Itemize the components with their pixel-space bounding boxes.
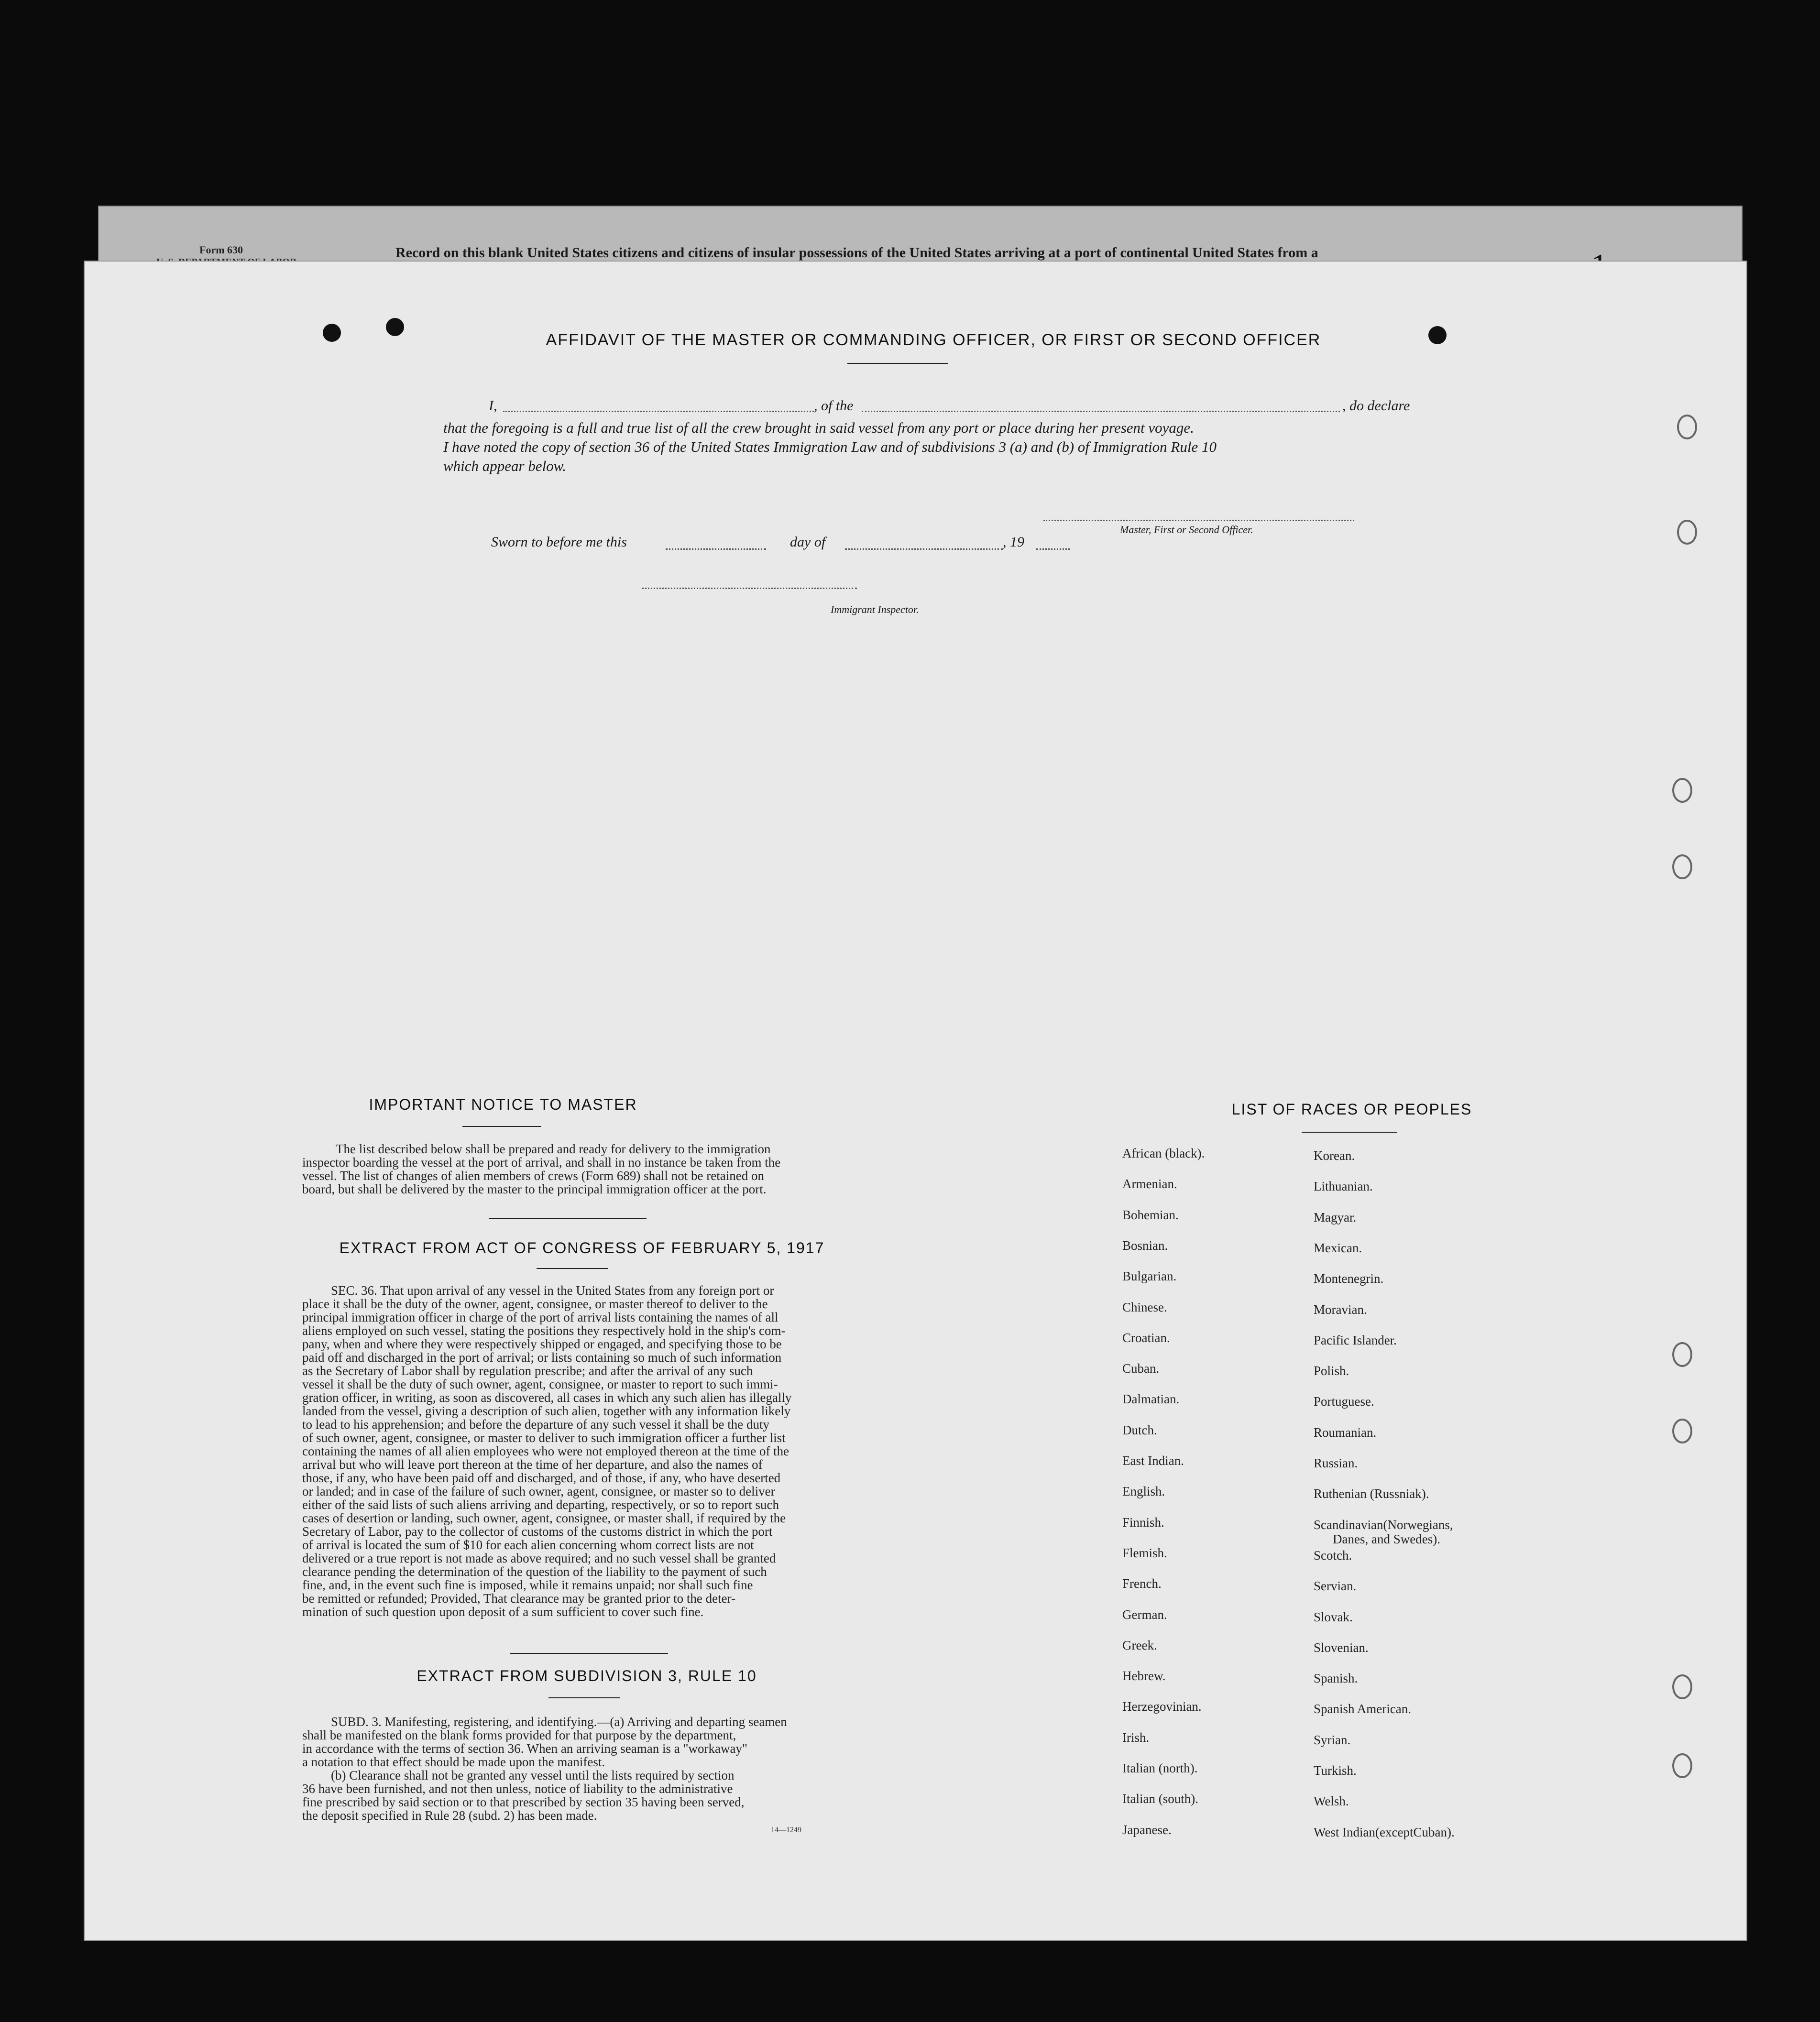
race-item: Italian (south). — [1122, 1792, 1198, 1806]
race-item: Scandinavian(Norwegians, — [1314, 1517, 1453, 1532]
act-line: landed from the vessel, giving a description of such alien, together with any information likely — [302, 1404, 791, 1418]
punch-hole — [386, 318, 404, 336]
act-line: delivered or a true report is not made as above required; and no such vessel shall be granted — [302, 1551, 776, 1565]
race-item: Mexican. — [1314, 1240, 1362, 1255]
rule-paragraph — [302, 1715, 857, 1822]
rule-line: fine prescribed by said section or to that prescribed by section 35 having been served, — [302, 1795, 745, 1809]
race-item: West Indian(exceptCuban). — [1314, 1825, 1455, 1839]
act-line: as the Secretary of Labor shall by regulation prescribe; and after the arrival of any such — [302, 1364, 753, 1378]
act-line: containing the names of all alien employees who were not employed thereon at the time of the — [302, 1444, 789, 1458]
print-code: 14—1249 — [771, 1826, 801, 1834]
act-line: to lead to his apprehension; and before the departure of any such vessel it shall be the duty — [302, 1417, 769, 1432]
act-line: place it shall be the duty of the owner, agent, consignee, or master thereof to deliver to the — [302, 1297, 768, 1311]
act-line: either of the said lists of such aliens arriving and departing, respectively, or so to report such — [302, 1497, 779, 1512]
race-item: Moravian. — [1314, 1302, 1367, 1317]
race-item: Ruthenian (Russniak). — [1314, 1486, 1429, 1501]
act-line: gration officer, in writing, as soon as discovered, all cases in which any such alien has illegally — [302, 1390, 792, 1405]
act-line: cases of desertion or landing, such owner, agent, consignee, or master shall, if required by the — [302, 1511, 786, 1525]
races-rule — [1302, 1132, 1397, 1133]
rule-line: 36 have been furnished, and not then unless, notice of liability to the administrative — [302, 1782, 733, 1796]
race-item: Greek. — [1122, 1638, 1157, 1652]
notice-line: inspector boarding the vessel at the port of arrival, and shall in no instance be taken from the — [302, 1155, 781, 1169]
year-label: , 19 — [1003, 534, 1024, 550]
race-item: Pacific Islander. — [1314, 1333, 1397, 1347]
affidavit-line1: that the foregoing is a full and true list of all the crew brought in said vessel from any port or place during her present voyage. — [443, 419, 1194, 436]
binder-ring — [1672, 854, 1692, 879]
race-item: French. — [1122, 1576, 1162, 1591]
binder-ring — [1672, 1419, 1692, 1443]
race-item: Welsh. — [1314, 1794, 1349, 1809]
back-form-label: Form 630 — [199, 244, 243, 256]
affidavit-do-declare-label: , do declare — [1342, 398, 1410, 414]
name-line — [503, 411, 814, 412]
race-item: Hebrew. — [1122, 1669, 1166, 1683]
notice-paragraph — [302, 1142, 857, 1196]
race-item: English. — [1122, 1484, 1165, 1499]
race-item: Slovak. — [1314, 1609, 1353, 1624]
year-line — [1036, 548, 1070, 550]
notice-line: board, but shall be delivered by the master to the principal immigration officer at the port. — [302, 1182, 767, 1196]
race-item: Montenegrin. — [1314, 1271, 1384, 1286]
act-line: vessel it shall be the duty of such owner, agent, consignee, or master to report to such immi- — [302, 1377, 778, 1391]
act-line: SEC. 36. That upon arrival of any vessel in the United States from any foreign port or — [331, 1283, 774, 1298]
act-line: fine, and, in the event such fine is imposed, while it remains unpaid; nor shall such fine — [302, 1578, 753, 1592]
race-item: Polish. — [1314, 1364, 1349, 1378]
rule-line: shall be manifested on the blank forms provided for that purpose by the department, — [302, 1728, 736, 1742]
act-line: paid off and discharged in the port of arrival; or lists containing so much of such information — [302, 1350, 782, 1365]
affidavit-line3: which appear below. — [443, 458, 566, 474]
race-item: Portuguese. — [1314, 1394, 1374, 1409]
section-rule — [489, 1218, 647, 1219]
inspector-label: Immigrant Inspector. — [831, 603, 919, 615]
race-item: Scotch. — [1314, 1548, 1352, 1563]
race-item: Spanish. — [1314, 1671, 1358, 1686]
race-item: Flemish. — [1122, 1545, 1167, 1560]
rule-title: EXTRACT FROM SUBDIVISION 3, RULE 10 — [417, 1667, 757, 1684]
rule-rule — [548, 1697, 620, 1698]
race-item: Dutch. — [1122, 1422, 1157, 1437]
binder-ring — [1677, 415, 1697, 439]
race-item: Dalmatian. — [1122, 1392, 1180, 1407]
act-line: mination of such question upon deposit of a sum sufficient to cover such fine. — [302, 1605, 704, 1619]
act-line: aliens employed on such vessel, stating the positions they respectively hold in the ship's com- — [302, 1323, 786, 1338]
affidavit-title: AFFIDAVIT OF THE MASTER OR COMMANDING OFFICER, OR FIRST OR SECOND OFFICER — [546, 331, 1321, 349]
punch-hole — [323, 324, 341, 342]
race-item: Croatian. — [1122, 1330, 1170, 1345]
act-rule — [537, 1268, 608, 1269]
race-item: Chinese. — [1122, 1300, 1167, 1314]
binder-ring — [1672, 1753, 1692, 1778]
race-item: German. — [1122, 1607, 1167, 1622]
race-item: Turkish. — [1314, 1763, 1357, 1778]
month-line — [845, 548, 1003, 550]
act-line: clearance pending the determination of the question of the liability to the payment of such — [302, 1564, 767, 1579]
race-item: Spanish American. — [1314, 1702, 1411, 1716]
race-item: Cuban. — [1122, 1361, 1160, 1376]
title-rule — [847, 363, 948, 364]
rule-line: in accordance with the terms of section 36. When an arriving seaman is a "workaway" — [302, 1741, 747, 1756]
act-line: Secretary of Labor, pay to the collector of customs of the customs district in which the port — [302, 1524, 773, 1539]
affidavit-line2: I have noted the copy of section 36 of the United States Immigration Law and of subdivisions 3 (a) and (b) of Immigration Rule 10 — [443, 438, 1217, 455]
act-line: principal immigration officer in charge of the port of arrival lists containing the names of all — [302, 1310, 778, 1324]
back-header-text: Record on this blank United States citizens and citizens of insular possessions of the United States arriving at a port of continental United States from a — [395, 245, 1318, 261]
race-item: Bohemian. — [1122, 1207, 1179, 1222]
act-line: those, if any, who have been paid off and discharged, and of those, if any, who have deserted — [302, 1471, 781, 1485]
master-signature-line — [1043, 520, 1354, 521]
race-item: Slovenian. — [1314, 1640, 1369, 1655]
binder-ring — [1672, 1674, 1692, 1699]
race-item: Italian (north). — [1122, 1761, 1198, 1775]
race-item: Finnish. — [1122, 1515, 1164, 1530]
act-paragraph — [302, 1284, 857, 1618]
notice-title: IMPORTANT NOTICE TO MASTER — [369, 1096, 637, 1113]
affidavit-i-label: I, — [489, 398, 497, 414]
race-item: Lithuanian. — [1314, 1179, 1373, 1194]
notice-rule — [462, 1126, 541, 1127]
binder-ring — [1677, 520, 1697, 545]
binder-ring — [1672, 1342, 1692, 1367]
race-item: Korean. — [1314, 1148, 1355, 1163]
race-item: Russian. — [1314, 1456, 1358, 1470]
affidavit-of-the-label: , of the — [814, 398, 854, 414]
act-line: be remitted or refunded; Provided, That clearance may be granted prior to the deter- — [302, 1591, 736, 1606]
race-item: East Indian. — [1122, 1454, 1184, 1468]
race-item: Armenian. — [1122, 1177, 1177, 1191]
day-of-label: day of — [790, 534, 826, 550]
rule-line: SUBD. 3. Manifesting, registering, and identifying.—(a) Arriving and departing seamen — [331, 1715, 787, 1729]
rule-line: the deposit specified in Rule 28 (subd. 2) has been made. — [302, 1808, 597, 1823]
race-item: Bosnian. — [1122, 1238, 1168, 1253]
inspector-signature-line — [642, 588, 857, 589]
act-line: or landed; and in case of the failure of such owner, agent, consignee, or master so to deliver — [302, 1484, 775, 1498]
race-item: Irish. — [1122, 1730, 1150, 1745]
sworn-day-line — [666, 548, 766, 550]
race-item: Herzegovinian. — [1122, 1699, 1202, 1714]
section-rule — [510, 1653, 668, 1654]
race-item: Syrian. — [1314, 1732, 1351, 1747]
sworn-label: Sworn to before me this — [491, 534, 627, 550]
race-item: Servian. — [1314, 1579, 1357, 1594]
race-item: Bulgarian. — [1122, 1269, 1177, 1284]
act-line: arrival but who will leave port thereon at the time of her departure, and also the names of — [302, 1457, 763, 1472]
binder-ring — [1672, 778, 1692, 803]
race-item: Roumanian. — [1314, 1425, 1377, 1440]
master-signature-label: Master, First or Second Officer. — [1120, 524, 1253, 536]
rule-line: (b) Clearance shall not be granted any vessel until the lists required by section — [331, 1768, 735, 1782]
vessel-line — [862, 411, 1340, 412]
races-title: LIST OF RACES OR PEOPLES — [1231, 1101, 1472, 1118]
rule-line: a notation to that effect should be made upon the manifest. — [302, 1755, 605, 1769]
main-sheet — [84, 261, 1747, 1941]
race-item: African (black). — [1122, 1146, 1205, 1160]
race-item: Japanese. — [1122, 1822, 1172, 1837]
notice-line: vessel. The list of changes of alien members of crews (Form 689) shall not be retained on — [302, 1169, 764, 1183]
act-title: EXTRACT FROM ACT OF CONGRESS OF FEBRUARY 5, 1917 — [339, 1239, 825, 1257]
race-item-continuation: Danes, and Swedes). — [1333, 1531, 1440, 1546]
act-line: of such owner, agent, consignee, or master to deliver to such immigration officer a further list — [302, 1431, 786, 1445]
race-item: Magyar. — [1314, 1210, 1357, 1224]
act-line: of arrival is located the sum of $10 for each alien concerning whom correct lists are not — [302, 1538, 754, 1552]
notice-line: The list described below shall be prepared and ready for delivery to the immigration — [336, 1142, 771, 1156]
act-line: pany, when and where they were respectively shipped or engaged, and specifying those to be — [302, 1337, 782, 1351]
